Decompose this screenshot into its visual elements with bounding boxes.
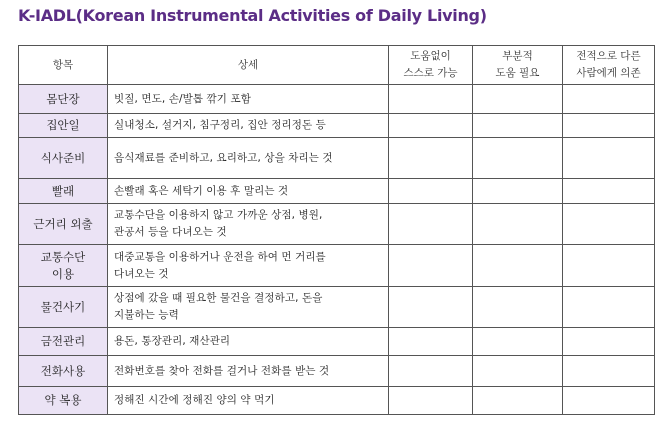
row-detail-line: 대중교통을 이용하거나 운전을 하여 먼 거리를 (114, 250, 326, 263)
table-row (19, 204, 655, 245)
dependent-cell (563, 245, 655, 287)
header-dependent-line2: 사람에게 의존 (576, 67, 641, 79)
independent-cell (389, 356, 473, 387)
partial-cell (473, 138, 563, 179)
row-detail (108, 138, 389, 179)
row-item (19, 85, 108, 114)
independent-cell (389, 204, 473, 245)
row-detail-line: 관공서 등을 다녀오는 것 (114, 226, 227, 238)
row-detail (108, 356, 389, 387)
row-detail-line: 음식재료를 준비하고, 요리하고, 상을 차리는 것 (114, 151, 333, 164)
partial-cell (473, 287, 563, 328)
row-detail-line: 빗질, 면도, 손/발톱 깎기 포함 (114, 92, 251, 105)
row-detail-line: 지불하는 능력 (114, 309, 179, 321)
dependent-cell (563, 387, 655, 415)
row-item (19, 179, 108, 204)
row-item-line: 약 복용 (44, 393, 82, 407)
independent-cell (389, 328, 473, 356)
k-iadl-table (18, 45, 655, 415)
header-row (19, 46, 655, 85)
row-item-line: 교통수단 (40, 249, 86, 264)
row-item (19, 138, 108, 179)
row-detail-line: 정해진 시간에 정해진 양의 약 먹기 (114, 394, 275, 406)
row-detail-line: 손빨래 혹은 세탁기 이용 후 말리는 것 (114, 184, 289, 197)
row-detail-line: 실내청소, 설거지, 침구정리, 집안 정리정돈 등 (114, 119, 326, 131)
row-item-line: 빨래 (51, 183, 75, 198)
row-detail (108, 245, 389, 287)
row-detail-line: 상점에 갔을 때 필요한 물건을 결정하고, 돈을 (114, 292, 323, 304)
row-item (19, 114, 108, 138)
row-detail-line: 다녀오는 것 (114, 267, 169, 280)
header-independent-line2: 스스로 가능 (403, 67, 458, 79)
independent-cell (389, 245, 473, 287)
table-row (19, 179, 655, 204)
header-independent-line1: 도움없이 (410, 50, 451, 62)
row-detail (108, 85, 389, 114)
row-detail-line: 용돈, 통장관리, 재산관리 (114, 335, 231, 347)
row-item-line: 몸단장 (46, 91, 80, 106)
row-detail (108, 328, 389, 356)
partial-cell (473, 114, 563, 138)
row-item-line: 이용 (51, 266, 75, 281)
table-row (19, 328, 655, 356)
header-partial-line2: 도움 필요 (495, 67, 540, 79)
partial-cell (473, 245, 563, 287)
row-item-line: 물건사기 (40, 299, 86, 314)
row-item (19, 356, 108, 387)
table-row (19, 138, 655, 179)
table-row (19, 356, 655, 387)
row-detail (108, 114, 389, 138)
header-dependent (563, 46, 655, 85)
header-independent (389, 46, 473, 85)
dependent-cell (563, 114, 655, 138)
row-detail (108, 204, 389, 245)
row-item (19, 287, 108, 328)
table-row (19, 245, 655, 287)
dependent-cell (563, 179, 655, 204)
header-item: 항목 (19, 46, 108, 85)
independent-cell (389, 387, 473, 415)
page-title: K-IADL(Korean Instrumental Activities of Daily Living) (18, 6, 487, 25)
row-detail-line: 교통수단을 이용하지 않고 가까운 상점, 병원, (114, 209, 323, 221)
partial-cell (473, 356, 563, 387)
dependent-cell (563, 356, 655, 387)
independent-cell (389, 179, 473, 204)
header-detail: 상세 (108, 46, 389, 85)
row-item-line: 전화사용 (40, 363, 86, 378)
independent-cell (389, 85, 473, 114)
table-row (19, 85, 655, 114)
table-row (19, 387, 655, 415)
header-partial (473, 46, 563, 85)
row-item (19, 245, 108, 287)
header-partial-line1: 부분적 (502, 50, 533, 62)
row-detail-line: 전화번호를 찾아 전화를 걸거나 전화를 받는 것 (114, 364, 330, 377)
partial-cell (473, 179, 563, 204)
table-row (19, 114, 655, 138)
partial-cell (473, 387, 563, 415)
dependent-cell (563, 85, 655, 114)
row-item-line: 집안일 (46, 118, 80, 132)
row-item-line: 식사준비 (40, 150, 86, 165)
row-detail (108, 287, 389, 328)
row-item-line: 근거리 외출 (33, 216, 93, 231)
row-detail (108, 179, 389, 204)
partial-cell (473, 328, 563, 356)
partial-cell (473, 85, 563, 114)
independent-cell (389, 138, 473, 179)
independent-cell (389, 287, 473, 328)
header-dependent-line1: 전적으로 다른 (576, 50, 641, 62)
table-row (19, 287, 655, 328)
row-detail (108, 387, 389, 415)
independent-cell (389, 114, 473, 138)
row-item (19, 387, 108, 415)
dependent-cell (563, 287, 655, 328)
row-item-line: 금전관리 (40, 334, 86, 348)
row-item (19, 204, 108, 245)
dependent-cell (563, 138, 655, 179)
dependent-cell (563, 204, 655, 245)
partial-cell (473, 204, 563, 245)
dependent-cell (563, 328, 655, 356)
row-item (19, 328, 108, 356)
